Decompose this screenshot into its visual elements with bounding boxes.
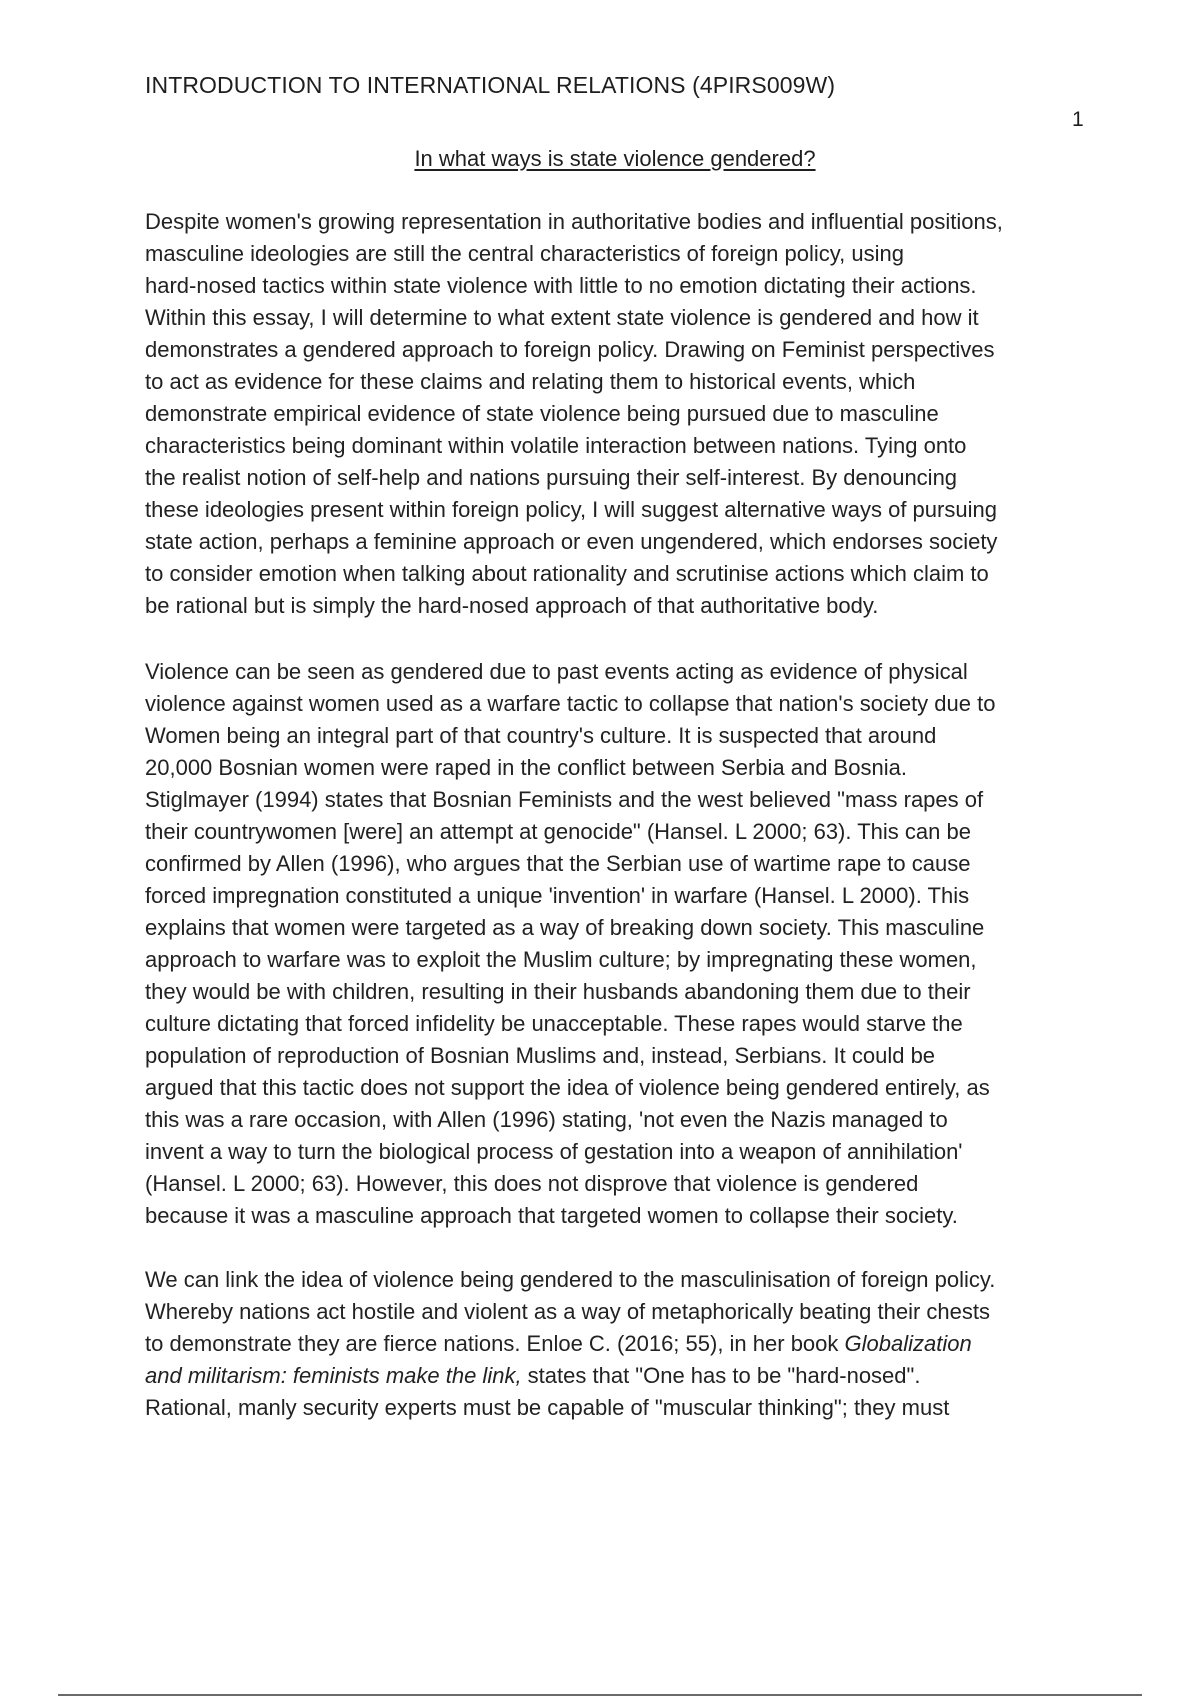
paragraph-3 [145,1264,1105,1424]
paragraph-line: approach to warfare was to exploit the Muslim culture; by impregnating these women, [145,947,977,972]
paragraph-line: We can link the idea of violence being gendered to the masculinisation of foreign policy. [145,1267,996,1292]
page-bottom-divider [58,1694,1142,1696]
paragraph-2 [145,656,1105,1232]
book-title-part-2: and militarism: feminists make the link, [145,1363,522,1388]
paragraph-line: Stiglmayer (1994) states that Bosnian Feminists and the west believed "mass rapes of [145,787,984,812]
paragraph-line: hard-nosed tactics within state violence with little to no emotion dictating their actions. [145,273,977,298]
paragraph-line: these ideologies present within foreign policy, I will suggest alternative ways of pursuing [145,497,997,522]
paragraph-line: population of reproduction of Bosnian Muslims and, instead, Serbians. It could be [145,1043,936,1068]
paragraph-line: demonstrates a gendered approach to foreign policy. Drawing on Feminist perspectives [145,337,995,362]
page-number: 1 [1072,108,1084,131]
essay-title-text: In what ways is state violence gendered? [414,146,816,171]
paragraph-line: Women being an integral part of that country's culture. It is suspected that around [145,723,937,748]
paragraph-line: 20,000 Bosnian women were raped in the conflict between Serbia and Bosnia. [145,755,907,780]
text-segment: states that "One has to be "hard-nosed". [521,1363,921,1388]
paragraph-line: Within this essay, I will determine to what extent state violence is gendered and how it [145,305,979,330]
paragraph-line: forced impregnation constituted a unique 'invention' in warfare (Hansel. L 2000). This [145,883,970,908]
paragraph-line: (Hansel. L 2000; 63). However, this does not disprove that violence is gendered [145,1171,919,1196]
paragraph-line: Despite women's growing representation in authoritative bodies and influential positions, [145,209,1003,234]
paragraph-line: because it was a masculine approach that targeted women to collapse their society. [145,1203,958,1228]
book-title-part-1: Globalization [844,1331,972,1356]
paragraph-line: Whereby nations act hostile and violent as a way of metaphorically beating their chests [145,1299,991,1324]
paragraph-line: culture dictating that forced infidelity be unacceptable. These rapes would starve the [145,1011,963,1036]
paragraph-line: be rational but is simply the hard-nosed approach of that authoritative body. [145,593,879,618]
paragraph-line: demonstrate empirical evidence of state violence being pursued due to masculine [145,401,939,426]
paragraph-line: explains that women were targeted as a way of breaking down society. This masculine [145,915,985,940]
essay-title [145,146,1085,172]
paragraph-line: state action, perhaps a feminine approach or even ungendered, which endorses society [145,529,998,554]
paragraph-line: violence against women used as a warfare tactic to collapse that nation's society due to [145,691,996,716]
paragraph-line: to consider emotion when talking about rationality and scrutinise actions which claim to [145,561,989,586]
paragraph-line: their countrywomen [were] an attempt at genocide" (Hansel. L 2000; 63). This can be [145,819,971,844]
paragraph-line: the realist notion of self-help and nations pursuing their self-interest. By denouncing [145,465,958,490]
text-segment: to demonstrate they are fierce nations. Enloe C. (2016; 55), in her book [145,1331,845,1356]
paragraph-1 [145,206,1105,622]
paragraph-line: argued that this tactic does not support the idea of violence being gendered entirely, as [145,1075,990,1100]
paragraph-line: characteristics being dominant within volatile interaction between nations. Tying onto [145,433,967,458]
course-header: INTRODUCTION TO INTERNATIONAL RELATIONS (4PIRS009W) [145,72,836,98]
paragraph-line: invent a way to turn the biological process of gestation into a weapon of annihilation' [145,1139,963,1164]
paragraph-line: confirmed by Allen (1996), who argues that the Serbian use of wartime rape to cause [145,851,971,876]
paragraph-line: Rational, manly security experts must be capable of "muscular thinking"; they must [145,1395,950,1420]
paragraph-line [145,1360,1105,1392]
paragraph-line: masculine ideologies are still the central characteristics of foreign policy, using [145,241,904,266]
paragraph-line: they would be with children, resulting in their husbands abandoning them due to their [145,979,971,1004]
paragraph-line [145,1328,1105,1360]
paragraph-line: Violence can be seen as gendered due to past events acting as evidence of physical [145,659,968,684]
paragraph-line: to act as evidence for these claims and relating them to historical events, which [145,369,916,394]
paragraph-line: this was a rare occasion, with Allen (1996) stating, 'not even the Nazis managed to [145,1107,948,1132]
